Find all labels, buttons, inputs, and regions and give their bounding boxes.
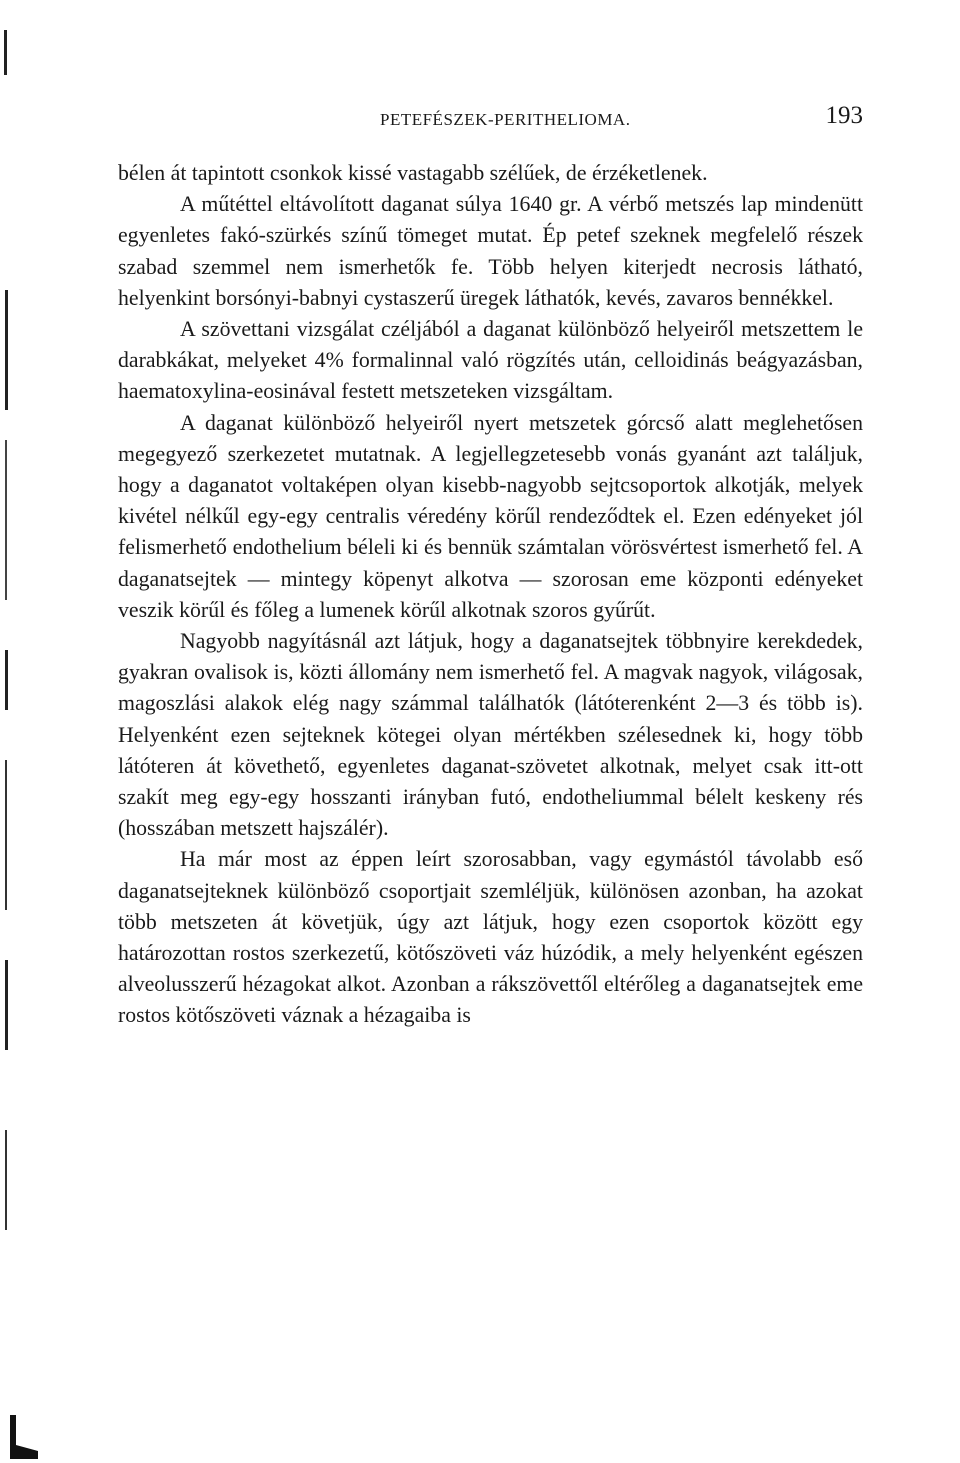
corner-scan-mark — [8, 1415, 40, 1459]
paragraph: A daganat különböző helyeiről nyert metszetek górcső alatt meglehetősen megegyező szerkezetet mutatnak. A legjellegzetesebb vonás gyanánt azt találjuk, hogy a daganatot voltaképen olyan kisebb-nagyobb sejtcsoportok alkotják, melyek kivétel nélkűl egy-egy centralis véredény körűl rendeződtek el. Ezen edényeket jól felismerhető endothelium béleli ki és bennük számtalan vörösvértest ismerhető fel. A daganatsejtek — mintegy köpenyt alkotva — szorosan eme központi edényeket veszik körűl és főleg a lumenek körűl alkotnak szoros gyűrűt. — [118, 410, 863, 622]
scan-edge-marks — [0, 0, 30, 1463]
page-header — [118, 100, 863, 140]
paragraph: A műtéttel eltávolított daganat súlya 1640 gr. A vérbő metszés lap mindenütt egyenletes fakó-szürkés színű tömeget mutat. Ép petef szeknek megfelelő részek szabad szemmel nem ismerhetők fe. Több helyen kiterjedt necrosis látható, helyenkint borsónyi-babnyi cystaszerű üregek láthatók, kevés, zavaros bennékkel. — [118, 192, 863, 310]
page-number: 193 — [825, 102, 863, 129]
paragraph: Nagyobb nagyításnál azt látjuk, hogy a daganatsejtek többnyire kerekdedek, gyakran ovalisok is, közti állomány nem ismerhető fel. A magvak nagyok, világosak, magoszlási alakok elég nagy számmal találhatók (látóterenként 2—3 és több is). Helyenként ezen sejteknek kötegei olyan mértékben szélesednek ki, hogy több látóteren át követhető, egyenletes daganat-szövetet alkotnak, melyet csak itt-ott szakít meg egy-egy hosszanti irányban futó, endotheliummal bélelt keskeny rés (hosszában metszett hajszálér). — [118, 629, 863, 841]
running-title: PETEFÉSZEK-PERITHELIOMA. — [380, 110, 631, 129]
paragraph: Ha már most az éppen leírt szorosabban, vagy egymástól távolabb eső daganatsejteknek különböző csoportjait szemléljük, különösen azonban, ha azokat több metszeten át követjük, úgy azt látjuk, hogy ezen csoportok között egy határozottan rostos szerkezetű, kötőszöveti váz húzódik, a mely helyenként egészen alveolusszerű hézagokat alkot. Azonban a rákszövettől eltérőleg a daganatsejtek eme rostos kötőszöveti váznak a hézagaiba is — [118, 847, 863, 1028]
paragraph: bélen át tapintott csonkok kissé vastagabb szélűek, de érzéketlenek. — [118, 161, 708, 185]
paragraph: A szövettani vizsgálat czéljából a daganat különböző helyeiről metszettem le darabkákat, melyeket 4% formalinnal való rögzítés után, celloidinás beágyazásban, haematoxylina-eosinával festett metszeteken vizsgáltam. — [118, 317, 863, 404]
body-text — [118, 158, 863, 1032]
